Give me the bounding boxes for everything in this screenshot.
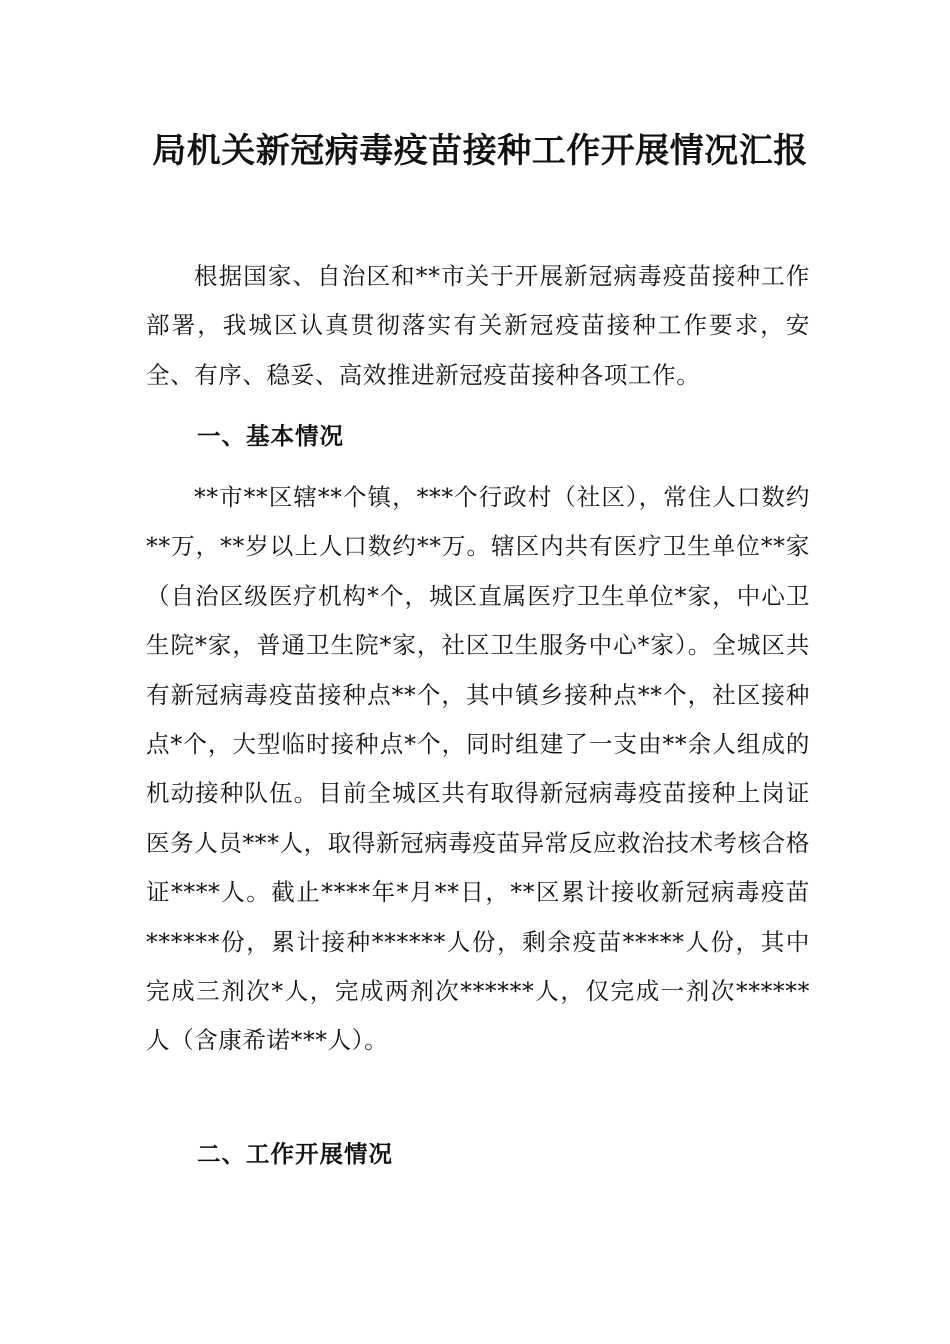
section-heading-work-progress: 二、工作开展情况 — [197, 1140, 393, 1168]
section-body-basic-situation: **市**区辖**个镇，***个行政村（社区），常住人口数约**万，**岁以上人口数约**万。辖区内共有医疗卫生单位**家（自治区级医疗机构*个，城区直属医疗卫生单位*家，中心卫生院*家，普通卫生院*家，社区卫生服务中心*家）。全城区共有新冠病毒疫苗接种点**个，其中镇乡接种点**个，社区接种点*个，大型临时接种点*个，同时组建了一支由**余人组成的机动接种队伍。目前全城区共有取得新冠病毒疫苗接种上岗证医务人员***人，取得新冠病毒疫苗异常反应救治技术考核合格证****人。截止****年*月**日，**区累计接收新冠病毒疫苗******份，累计接种******人份，剩余疫苗*****人份，其中完成三剂次*人，完成两剂次******人，仅完成一剂次******人（含康希诺***人）。 — [146, 483, 810, 1055]
section-heading-basic-situation: 一、基本情况 — [197, 422, 344, 450]
document-title: 局机关新冠病毒疫苗接种工作开展情况汇报 — [152, 131, 808, 171]
intro-paragraph: 根据国家、自治区和**市关于开展新冠病毒疫苗接种工作部署，我城区认真贯彻落实有关新冠疫苗接种工作要求，安全、有序、稳妥、高效推进新冠疫苗接种各项工作。 — [146, 262, 810, 389]
